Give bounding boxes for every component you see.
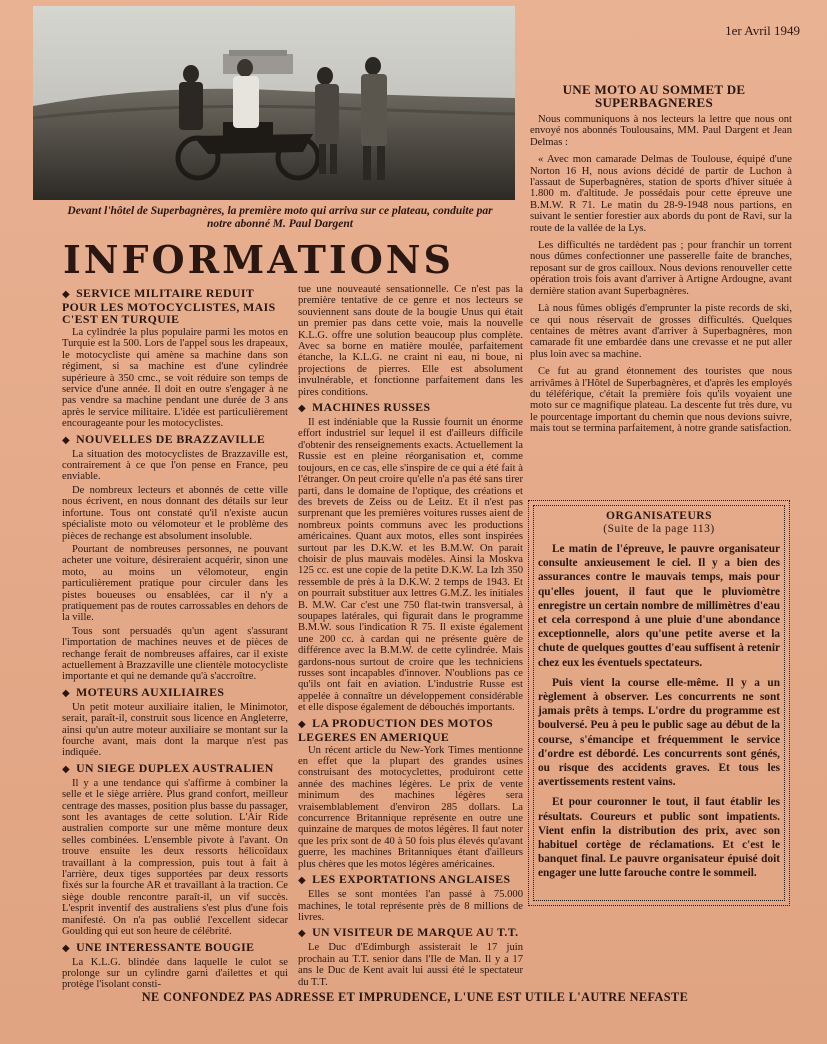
heading-service-militaire: ◆ SERVICE MILITAIRE REDUIT POUR LES MOTOCYCLISTES, MAIS C'EST EN TURQUIE <box>62 286 276 326</box>
article-paragraph: Il y a une tendance qui s'affirme à combiner la selle et le siège arrière. Plus grand confort, meilleur centrage des masses, position plus basse du passager, sont les avantages de cette solution. L'Air Ride australien comporte sur une même monture deux selles combinées. L'ensemble pivote à l'avant. On trouve ensuite les deux ressorts hélicoïdaux travaillant à la compression, puis tout à fait à l'arrière, deux tiges supportées par deux ressorts fixés sur la fourche AR et travaillant à la traction. Ce siège double rencontre paraît-il, un vif succès. L'esprit inventif des australiens s'est plus d'une fois manifesté. On n'a pas oublié l'excellent sidecar Goulding qui eut son heure de célébrité. <box>62 777 288 938</box>
heading-visiteur: ◆ UN VISITEUR DE MARQUE AU T.T. <box>298 925 519 940</box>
article-paragraph: La K.L.G. blindée dans laquelle le culot se prolonge sur un cylindre garni d'ailettes et qui protège l'isolant consti- <box>62 956 288 991</box>
main-title: INFORMATIONS <box>63 237 454 282</box>
organisateurs-text <box>538 542 780 887</box>
column-1 <box>62 284 288 993</box>
diamond-icon: ◆ <box>298 403 307 415</box>
column-3 <box>530 114 792 441</box>
heading-moteurs-auxiliaires: ◆ MOTEURS AUXILIAIRES <box>62 684 225 699</box>
article-paragraph: Les difficultés ne tardèdent pas ; pour franchir un torrent nous dûmes confectionner une passerelle faite de branches, reposant sur de gros cailloux. Nous devions renouveller cette opération trois fois avant d'arriver à Artigne Ardougne, avant dernière station avant Superbagnères. <box>530 240 792 297</box>
box-paragraph: Puis vient la course elle-même. Il y a un règlement à observer. Les concurrents ne sont jamais prêts à temps. L'ordre du programme est boulversé. Peu à peu le public sage au début de la course, s'émancipe et fréquemment le service d'ordre est débordé. Les concurrents sont génés, ou risque des accidents graves. Et tous les avertissements restent vains. <box>538 676 780 789</box>
issue-date: 1er Avril 1949 <box>725 23 800 38</box>
diamond-icon: ◆ <box>298 928 307 940</box>
heading-production-amerique: ◆ LA PRODUCTION DES MOTOS LEGERES EN AMERIQUE <box>298 715 494 744</box>
heading-brazzaville: ◆ NOUVELLES DE BRAZZAVILLE <box>62 431 266 446</box>
organisateurs-subtitle: (Suite de la page 113) <box>603 523 715 535</box>
superbagneres-title: UNE MOTO AU SOMMET DE SUPERBAGNERES <box>562 82 746 110</box>
article-paragraph: Il est indéniable que la Russie fournit un énorme effort industriel sur lequel il est d'ailleurs difficile d'obtenir des renseignements exacts. Actuellement la Russie est en pleine réorganisation et, comme toujours, en ce cas, elle s'inspire de ce qui a été fait à l'étranger. On peut croire qu'elle n'a pas été sans tirer parti, dans le domaine de l'optique, des créations et des brevets de Zeiss ou de Leitz. Et il n'est pas surprenant que les premières voitures russes aient de nombreux points communs avec les productions américaines. Quant aux motos, elles sont inspirées surtout par les D.K.W. et les B.M.W. On parait choisir de plus mauvais modèles. Ainsi la Moskva 125 cc. est une copie de la petite D.K.W. La Izh 350 ressemble de près à la D.K.W. 2 temps de 1943. Et on pourrait substituer aux lettres G.M.Z. les initiales B. M.W. Car c'est une 750 flat-twin transversal, à soupapes latérales, qui figurait dans le programme B.M.W. sous l'indication R 75. Il existe également une 200 cc. à cardan qui ne présente guère de différence avec la B.M.W. de cette cylindrée. Mais gardons-nous surtout de croire que les techniciens russes sont incapables d'innover. N'oublions pas ce qu'ils ont fait en aviation. L'industrie Russe est appelée à connaître un développement considérable et elle dispose également de débouchés importants. <box>298 417 523 714</box>
article-paragraph: Ce fut au grand étonnement des touristes que nous arrivâmes à l'Hôtel de Superbagnères, et d'après les employés du téléférique, c'était la première fois qu'ils voyaient une moto sur ce magnifique plateau. La descente fut très dure, vu le pourcentage important du chemin que nous devions suivre, mais tout se termina parfaitement, à notre grande satisfaction. <box>530 366 792 435</box>
organisateurs-title: ORGANISATEURS <box>606 510 712 522</box>
diamond-icon: ◆ <box>62 942 71 954</box>
heading-exportations: ◆ LES EXPORTATIONS ANGLAISES <box>298 872 511 887</box>
article-paragraph: « Avec mon camarade Delmas de Toulouse, équipé d'une Norton 16 H, nous avions décidé de partir de Luchon à l'assaut de Superbagnères, station de sports d'hiver située à 1.800 m. d'altitude. Je possédais pour cette épreuve une B.M.W. R 71. Le matin du 28-9-1948 nous partions, en suivant le sentier forestier aux abords du pont de Ravi, sur la route de la vallée de la Lys. <box>530 154 792 234</box>
diamond-icon: ◆ <box>62 289 71 300</box>
article-paragraph: Là nous fûmes obligés d'emprunter la piste records de ski, ce qui nous réservait de grosses difficultés. Quelques centaines de mètres avant d'arriver à Superbagnères, mon camarade fit une embardée dans une crevasse et ne put aller plus loin avec sa machine. <box>530 303 792 360</box>
article-paragraph: Elles se sont montées l'an passé à 75.000 machines, le total représente près de 8 millions de livres. <box>298 889 523 923</box>
diamond-icon: ◆ <box>62 434 71 446</box>
article-paragraph: Nous communiquons à nos lecteurs la lettre que nous ont envoyé nos abonnés Toulousains, MM. Paul Dargent et Jean Delmas : <box>530 114 792 148</box>
diamond-icon: ◆ <box>298 718 307 730</box>
heading-machines-russes: ◆ MACHINES RUSSES <box>298 400 431 415</box>
article-paragraph: tue une nouveauté sensationnelle. Ce n'est pas la première tentative de ce genre et nos lecteurs se souviennent sans doute de la bougie Unus qui était un premier pas dans cette voie, mais la nouvelle K.L.G. offre une solution beaucoup plus complète. Avec sa borne en matière moulée, parfaitement étanche, la K.L.G. ne craint ni eau, ni boue, ni projections de pierres. Elle est absolument invulnérable, et fonctionne parfaitement dans les pires conditions. <box>298 284 523 398</box>
diamond-icon: ◆ <box>62 763 71 775</box>
motorcycle-photo <box>33 6 515 200</box>
article-paragraph: La situation des motocyclistes de Brazzaville est, contrairement à ce que l'on pense en France, peu enviable. <box>62 448 288 483</box>
article-paragraph: Un récent article du New-York Times mentionne en effet que la plupart des grandes usines construisant des motocyclettes, produiront cette année des machines légères. Le prix de vente minimum des machines légères sera vraisemblablement d'environ 285 dollars. La concurrence Britannique représente en outre une quinzaine de marques de motos légères. Il faut noter que les prix sont de 40 à 50 fois plus élevés qu'avant guerre, les machines Britanniques étant d'ailleurs plus chères que les motos légères américaines. <box>298 744 523 870</box>
article-paragraph: Tous sont persuadés qu'un agent s'assurant l'importation de machines neuves et de pièces de rechange ferait de nombreuses affaires, car il existe actuellement à Brazzaville une clientèle motocycliste importante et qui ne demande qu'à s'accroître. <box>62 625 288 683</box>
diamond-icon: ◆ <box>62 687 71 699</box>
article-paragraph: Pourtant de nombreuses personnes, ne pouvant acheter une voiture, désireraient acquérir, sinon une moto, au moins un vélomoteur, engin particulièrement pratique pour circuler dans les pistes boueuses ou ensablées, car il n'y a pratiquement pas de routes carrossables en dehors de la ville. <box>62 543 288 624</box>
heading-bougie: ◆ UNE INTERESSANTE BOUGIE <box>62 939 255 954</box>
article-paragraph: La cylindrée la plus populaire parmi les motos en Turquie est la 500. Lors de l'appel sous les drapeaux, le motocycliste qui amène sa machine dans son régiment, si sa machine est d'une cylindrée supérieure à 350 cmc., se voit réduire son temps de service d'une année. Il doit en outre s'engager à ne pas vendre sa machine pendant une durée de 3 ans après le service militaire. L'idée est particulièrement encourageante pour les motocyclistes. <box>62 327 288 430</box>
photo-caption: Devant l'hôtel de Superbagnères, la première moto qui arriva sur ce plateau, conduite par notre abonné M. Paul Dargent <box>67 205 493 230</box>
column-2 <box>298 284 523 990</box>
heading-siege-duplex: ◆ UN SIEGE DUPLEX AUSTRALIEN <box>62 760 274 775</box>
article-paragraph: Le Duc d'Edimburgh assisterait le 17 juin prochain au T.T. senior dans l'Ile de Man. Il y a 17 ans le Duc de Kent avait lui aussi été le spectateur du T.T. <box>298 942 523 988</box>
footer-slogan: NE CONFONDEZ PAS ADRESSE ET IMPRUDENCE, L'UNE EST UTILE L'AUTRE NEFASTE <box>141 990 689 1004</box>
article-paragraph: De nombreux lecteurs et abonnés de cette ville nous écrivent, en nous donnant des détails sur leur infortune. Tous ont constaté qu'il n'existe aucun spécialiste moto ou vélomoteur et le problème des pièces de rechange est absolument insoluble. <box>62 484 288 542</box>
diamond-icon: ◆ <box>298 875 307 887</box>
box-paragraph: Le matin de l'épreuve, le pauvre organisateur consulte anxieusement le ciel. Il y a bien des assurances contre le mauvais temps, mais pour qu'elles jouent, il faut que le pluviomètre enregistre un certain nombre de millimètres d'eau et cela correspond à une pluie d'une abondance exceptionnelle, alors qu'une petite averse et la chute de quelques gouttes d'eau suffisent à retenir chez eux les éventuels spectateurs. <box>538 543 780 669</box>
box-paragraph: Et pour couronner le tout, il faut établir les résultats. Coureurs et public sont impatients. Vient enfin la distribution des prix, avec son habituel cortège de réclamations. Et c'est le banquet final. Le pauvre organisateur épuisé doit engager une lutte farouche contre le sommeil. <box>538 796 780 880</box>
organisateurs-heading <box>528 510 790 536</box>
article-paragraph: Un petit moteur auxiliaire italien, le Minimotor, serait, paraît-il, construit sous licence en Angleterre, ainsi qu'un autre moteur auxiliaire se montant sur la fourche avant, mais dont la marque n'est pas indiquée. <box>62 701 288 759</box>
